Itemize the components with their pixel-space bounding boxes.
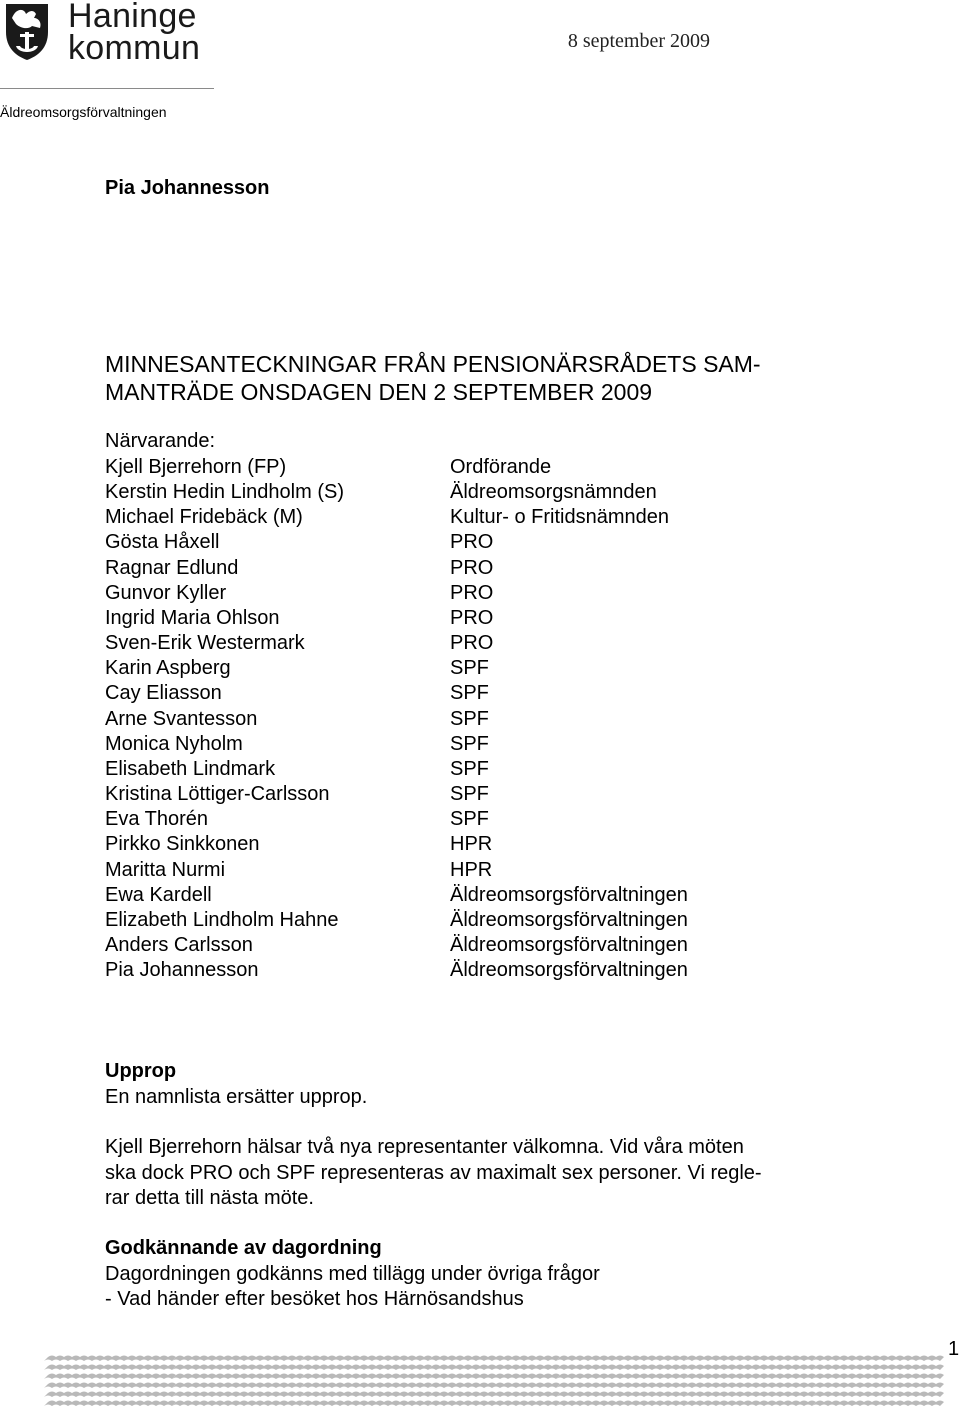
attendee-row [105,606,688,631]
attendee-role: PRO [450,581,494,604]
attendee-role: HPR [450,858,493,881]
footer-wave-band [300,1365,432,1371]
heading-line-1: MINNESANTECKNINGAR FRÅN PENSIONÄRSRÅDETS SAM- [105,351,761,377]
attendee-row [105,455,688,480]
footer-wave-band [684,1401,816,1407]
footer-wave-band [300,1383,432,1389]
footer-wave-band [172,1383,304,1389]
footer-wave-band [44,1356,176,1362]
footer-wave-band [428,1401,560,1407]
footer-wave-pattern [0,1352,960,1408]
footer-wave-band [428,1392,560,1398]
footer-wave-band [812,1383,944,1389]
footer-wave-band [428,1374,560,1380]
attendee-name: Kjell Bjerrehorn (FP) [105,456,287,478]
attendee-name: Pirkko Sinkkonen [105,833,260,856]
footer-wave-band [44,1401,176,1407]
attendee-name: Elisabeth Lindmark [105,757,276,780]
footer-wave-band [300,1392,432,1398]
attendee-name: Michael Fridebäck (M) [105,506,303,529]
attendee-role: Äldreomsorgsförvaltningen [450,883,688,906]
document-date: 8 september 2009 [567,30,710,52]
footer-wave-band [44,1365,176,1371]
upprop-paragraph [105,1135,845,1212]
attendee-name: Gunvor Kyller [105,581,227,604]
attendee-row [105,631,688,656]
attendee-role: Äldreomsorgsförvaltningen [450,933,688,956]
attendee-name: Kerstin Hedin Lindholm (S) [105,481,344,504]
attendee-row [105,480,688,505]
attendee-role: Äldreomsorgsförvaltningen [450,908,688,931]
page-number: 1 [948,1338,960,1360]
attendee-role: PRO [450,556,494,579]
footer-wave-band [428,1356,560,1362]
footer-wave-band [556,1401,688,1407]
attendee-name: Elizabeth Lindholm Hahne [105,908,339,931]
attendee-role: PRO [450,632,494,655]
haninge-coat-of-arms-logo [4,2,50,62]
attendee-row [105,757,688,782]
heading-line-2: MANTRÄDE ONSDAGEN DEN 2 SEPTEMBER 2009 [105,379,653,405]
attendee-name: Ragnar Edlund [105,556,239,579]
attendee-role: SPF [450,732,489,755]
upprop-line-1: En namnlista ersätter upprop. [105,1085,368,1108]
footer-wave-band [172,1374,304,1380]
footer-wave-band [172,1401,304,1407]
attendee-name: Sven-Erik Westermark [105,632,305,655]
attendee-role: Kultur- o Fritidsnämnden [450,506,669,529]
footer-wave-band [684,1356,816,1362]
attendee-role: Ordförande [450,456,552,478]
attendee-row [105,858,688,883]
attendees-list [105,455,688,983]
attendee-name: Ingrid Maria Ohlson [105,606,280,629]
footer-wave-band [556,1374,688,1380]
document-heading [105,350,761,406]
attendee-row [105,883,688,908]
attendee-row [105,908,688,933]
author-name: Pia Johannesson [105,177,270,199]
footer-wave-band [812,1401,944,1407]
attendee-row [105,581,688,606]
footer-wave-band [428,1383,560,1389]
attendee-row [105,707,688,732]
attendee-row [105,958,688,983]
section-title-upprop: Upprop [105,1060,177,1082]
footer-wave-band [684,1365,816,1371]
godkannande-line: - Vad händer efter besöket hos Härnösandshus [105,1288,524,1310]
attendee-name: Karin Aspberg [105,657,231,680]
attendee-row [105,530,688,555]
godkannande-line: Dagordningen godkänns med tillägg under övriga frågor [105,1262,600,1285]
attendee-row [105,556,688,581]
footer-wave-band [300,1401,432,1407]
upprop-paragraph-line: rar detta till nästa möte. [105,1187,314,1209]
attendee-row [105,732,688,757]
footer-wave-band [812,1365,944,1371]
logo-line-kommun: kommun [68,29,201,67]
footer-wave-band [556,1383,688,1389]
section-upprop [105,1059,845,1110]
footer-wave-band [172,1392,304,1398]
attendee-name: Maritta Nurmi [105,858,226,881]
haninge-kommun-logo-text [68,0,201,67]
attendee-row [105,807,688,832]
attendee-name: Pia Johannesson [105,959,259,982]
upprop-paragraph-line: ska dock PRO och SPF representeras av maximalt sex personer. Vi regle- [105,1161,762,1184]
attendee-row [105,782,688,807]
footer-wave-band [300,1356,432,1362]
attendee-row [105,832,688,857]
department-name: Äldreomsorgsförvaltningen [0,104,167,120]
footer-wave-band [556,1392,688,1398]
attendee-row [105,656,688,681]
section-title-godkannande: Godkännande av dagordning [105,1237,382,1259]
attendee-name: Gösta Håxell [105,531,220,554]
header-divider [0,88,214,89]
footer-wave-band [172,1356,304,1362]
footer-wave-band [684,1383,816,1389]
attendee-role: PRO [450,531,494,554]
upprop-paragraph-line: Kjell Bjerrehorn hälsar två nya representanter välkomna. Vid våra möten [105,1136,744,1158]
footer-wave-band [44,1374,176,1380]
footer-wave-band [684,1392,816,1398]
attendee-role: Äldreomsorgsförvaltningen [450,959,688,982]
attendee-role: HPR [450,833,493,856]
footer-wave-band [556,1365,688,1371]
footer-wave-band [300,1374,432,1380]
attendee-role: Äldreomsorgsnämnden [450,481,657,504]
footer-wave-band [44,1392,176,1398]
attendee-row [105,681,688,706]
logo-line-haninge: Haninge [68,0,197,35]
attendee-role: SPF [450,808,489,831]
attendee-name: Ewa Kardell [105,883,212,906]
attendee-role: SPF [450,707,489,730]
section-godkannande [105,1236,845,1313]
attendee-name: Eva Thorén [105,808,209,831]
attendee-name: Arne Svantesson [105,707,258,730]
attendee-name: Cay Eliasson [105,682,222,705]
attendees-label: Närvarande: [105,430,216,452]
attendee-name: Kristina Löttiger-Carlsson [105,783,330,806]
footer-wave-band [812,1374,944,1380]
attendee-role: SPF [450,657,489,680]
attendee-role: SPF [450,682,489,705]
footer-wave-band [428,1365,560,1371]
footer-wave-band [812,1356,944,1362]
attendee-row [105,933,688,958]
footer-wave-band [556,1356,688,1362]
footer-wave-band [172,1365,304,1371]
footer-wave-band [812,1392,944,1398]
footer-wave-band [44,1383,176,1389]
attendee-name: Anders Carlsson [105,933,253,956]
footer-wave-band [684,1374,816,1380]
attendee-role: PRO [450,606,494,629]
attendee-role: SPF [450,757,489,780]
attendee-name: Monica Nyholm [105,732,243,755]
attendee-role: SPF [450,783,489,806]
attendee-row [105,505,688,530]
